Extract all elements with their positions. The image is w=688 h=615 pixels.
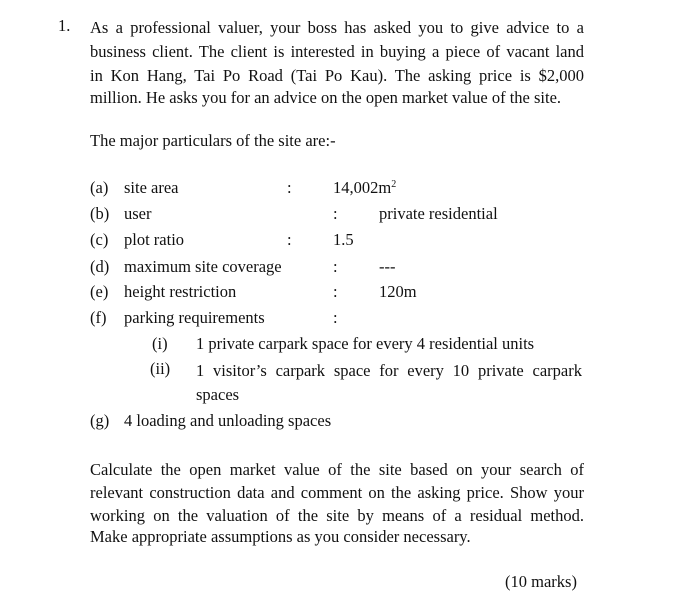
item-colon: : (287, 178, 292, 197)
item-colon: : (287, 230, 292, 249)
particulars-heading: The major particulars of the site are:- (90, 131, 336, 150)
sub-item-label: (ii) (150, 359, 171, 378)
item-name: 4 loading and unloading spaces (124, 411, 332, 430)
question-number: 1. (58, 16, 71, 35)
item-colon: : (333, 282, 338, 301)
item-name: height restriction (124, 282, 237, 301)
item-label: (c) (90, 230, 109, 249)
item-label: (f) (90, 308, 107, 327)
item-name: user (124, 204, 152, 223)
item-colon: : (333, 204, 338, 223)
item-name: site area (124, 178, 179, 197)
item-label: (b) (90, 204, 110, 223)
item-value: 1.5 (333, 230, 354, 249)
marks: (10 marks) (505, 572, 577, 591)
item-name: maximum site coverage (124, 257, 282, 276)
sub-item-label: (i) (152, 334, 168, 353)
item-label: (g) (90, 411, 110, 430)
task-line: Make appropriate assumptions as you consider necessary. (90, 527, 471, 546)
item-name: plot ratio (124, 230, 185, 249)
item-value: --- (379, 257, 396, 276)
item-label: (e) (90, 282, 109, 301)
sub-item-text: 1 visitor’s carpark space for every 10 private carpark (196, 361, 582, 380)
task-line: working on the valuation of the site by means of a residual method. (90, 506, 584, 525)
item-label: (d) (90, 257, 110, 276)
sub-item-text-cont: spaces (196, 385, 240, 404)
intro-line: business client. The client is interested in buying a piece of vacant land (90, 42, 584, 61)
item-value: 120m (379, 282, 417, 301)
task-line: relevant construction data and comment on the asking price. Show your (90, 483, 584, 502)
item-label: (a) (90, 178, 109, 197)
intro-line: As a professional valuer, your boss has asked you to give advice to a (90, 18, 584, 37)
item-colon: : (333, 257, 338, 276)
item-colon: : (333, 308, 338, 327)
item-value: $14,002m^2$ (333, 178, 397, 197)
item-value: private residential (379, 204, 498, 223)
intro-line: in Kon Hang, Tai Po Road (Tai Po Kau). The asking price is $2,000 (90, 66, 584, 85)
intro-line: million. He asks you for an advice on the open market value of the site. (90, 88, 562, 107)
sub-item-text: 1 private carpark space for every 4 residential units (196, 334, 535, 353)
task-line: Calculate the open market value of the site based on your search of (90, 460, 584, 479)
item-name: parking requirements (124, 308, 265, 327)
